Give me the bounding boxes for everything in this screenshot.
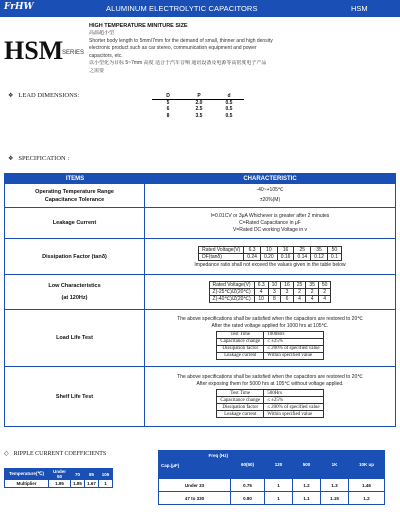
table-row: 5 2.0 0.5 bbox=[166, 100, 233, 106]
lead-dimensions-table bbox=[152, 93, 244, 119]
load-life-table bbox=[216, 331, 323, 360]
leakage-line: C=Rated Capacitance in μF bbox=[239, 219, 301, 226]
spec-row-leakage bbox=[5, 207, 395, 238]
intro-line: 之需要 bbox=[89, 67, 105, 74]
load-life-label: Load Life Test bbox=[5, 310, 145, 366]
specification-heading: ❖ SPECIFICATION : bbox=[8, 155, 70, 162]
table-row: Test Time 1000Hrs bbox=[217, 331, 323, 338]
operating-temp-value: -40~+105℃ bbox=[256, 187, 284, 193]
spec-row-dissipation bbox=[5, 238, 395, 274]
freq-cap-corner: Freq (Hz) Cap.(μF) bbox=[159, 451, 231, 479]
leakage-line: V=Rated DC working Voltage in v bbox=[232, 226, 308, 233]
table-row: 47 to 330 0.80 1 1.1 1.15 1.2 bbox=[159, 492, 385, 505]
low-temp-table bbox=[209, 281, 332, 303]
intro-line: electronic product such as car stereo, communication equipment and power bbox=[89, 45, 257, 51]
table-row: Leakage current Within specified value bbox=[217, 352, 323, 359]
lead-dimensions-heading: ❖ LEAD DIMENSIONS: bbox=[8, 92, 80, 99]
shelf-life-table bbox=[216, 389, 323, 418]
table-row: Z(-40℃)/Z(20℃) 10 8 6 4 4 4 bbox=[209, 296, 331, 303]
document-title: ALUMINUM ELECTROLYTIC CAPACITORS bbox=[106, 4, 258, 13]
header-bar bbox=[0, 0, 400, 17]
characteristic-column-header: CHARACTERISTIC bbox=[243, 175, 297, 182]
table-row: Rated Voltage(V) 6.3 10 16 25 35 50 bbox=[209, 282, 331, 289]
shelf-life-label: Shelf Life Test bbox=[5, 367, 145, 426]
specification-table bbox=[4, 173, 396, 427]
table-row: Under 33 0.75 1 1.2 1.3 1.46 bbox=[159, 479, 385, 492]
product-code: HSM bbox=[4, 36, 64, 65]
low-temp-frequency-label: (at 120Hz) bbox=[61, 295, 88, 301]
low-temp-label: Low Characteristics bbox=[48, 283, 101, 289]
capacitance-tolerance-label: Capacitance Tolerance bbox=[44, 196, 105, 203]
shelf-life-line: After exposing them for 5000 hrs at 105℃ without voltage applied. bbox=[196, 381, 344, 387]
ripple-frequency-table bbox=[158, 450, 385, 505]
table-header: D bbox=[152, 93, 184, 100]
operating-temp-label: Operating Temperature Range bbox=[35, 188, 114, 195]
diamond-bullet-icon: ❖ bbox=[8, 93, 14, 99]
dissipation-factor-table bbox=[198, 246, 342, 261]
ripple-temperature-table bbox=[4, 468, 113, 488]
table-row: DF(tanδ) 0.24 0.20 0.16 0.14 0.12 0.1 bbox=[199, 253, 342, 260]
intro-line: 以小型化为目标 5~7mm 高度 适合于汽车音响 通讯设备及电源等高密度电子产品 bbox=[89, 60, 267, 66]
table-header: P bbox=[184, 93, 214, 100]
table-row: Multiplier 1.95 1.85 1.67 1 bbox=[5, 480, 113, 488]
load-life-line: The above specifications shall be satisfied when the capacitors are restored to 20℃ bbox=[177, 315, 363, 322]
dissipation-factor-label: Dissipation Factor (tanδ) bbox=[5, 239, 145, 274]
table-row: Test Time 500Hrs bbox=[217, 390, 323, 397]
diamond-bullet-icon: ❖ bbox=[8, 156, 14, 162]
spec-row-shelf-life bbox=[5, 366, 395, 426]
load-life-line: After the rated voltage applied for 1000 hrs at 105℃. bbox=[211, 322, 329, 329]
brand-logo: FrHW bbox=[4, 2, 34, 12]
leakage-line: I=0.01CV or 3μA Whichever is greater after 2 minutes bbox=[210, 212, 330, 219]
product-intro bbox=[89, 23, 395, 75]
table-row: Leakage current Within specified value bbox=[217, 411, 323, 418]
table-row: Rated Voltage(V) 6.3 10 16 25 35 50 bbox=[199, 246, 342, 253]
table-row: 6 2.5 0.5 bbox=[166, 106, 233, 113]
diamond-bullet-icon: ◇ bbox=[4, 451, 9, 457]
table-row: Capacitance change ≤ ±25% bbox=[217, 397, 323, 404]
table-row: Dissipation factor ≤ 200% of specified value bbox=[217, 345, 323, 352]
capacitance-tolerance-value: ±20%(M) bbox=[259, 197, 281, 203]
ripple-heading: ◇ RIPPLE CURRENT COEFFICIENTS bbox=[4, 451, 107, 457]
spec-row-load-life bbox=[5, 309, 395, 366]
table-row: Temperature(℃) Under 50 70 85 105 bbox=[5, 469, 113, 480]
spec-table-header bbox=[5, 174, 395, 183]
series-label: SERIES bbox=[62, 50, 85, 56]
shelf-life-line: The above specifications shall be satisfied when the capacitors are restored to 20℃ bbox=[177, 374, 363, 380]
series-code: HSM bbox=[351, 4, 368, 13]
spec-row-low-temp bbox=[5, 274, 395, 309]
table-header: d bbox=[214, 93, 244, 100]
table-row: Z(-25℃)/Z(20℃) 4 3 3 2 2 2 bbox=[209, 289, 331, 296]
table-row: Dissipation factor ≤ 200% of specified value bbox=[217, 404, 323, 411]
spec-row-temp-tolerance bbox=[5, 183, 395, 207]
intro-line: capacitors, etc. bbox=[89, 52, 123, 59]
table-row: Capacitance change ≤ ±25% bbox=[217, 338, 323, 345]
intro-line: 高温超小型 bbox=[89, 30, 115, 36]
items-column-header: ITEMS bbox=[65, 175, 85, 182]
table-row: 8 3.5 0.5 bbox=[166, 112, 233, 119]
intro-line: Shorter body length to 5mm/7mm for the demand of small, thinner and high density bbox=[89, 37, 273, 44]
leakage-current-label: Leakage Current bbox=[5, 208, 145, 238]
table-row: Freq (Hz) Cap.(μF) 60(50) 120 500 1K 10K up bbox=[159, 451, 385, 479]
impedance-note: Impedance ratio shall not exceed the values given in the table below bbox=[194, 261, 346, 268]
intro-title: HIGH TEMPERATURE MINITURE SIZE bbox=[89, 23, 188, 29]
